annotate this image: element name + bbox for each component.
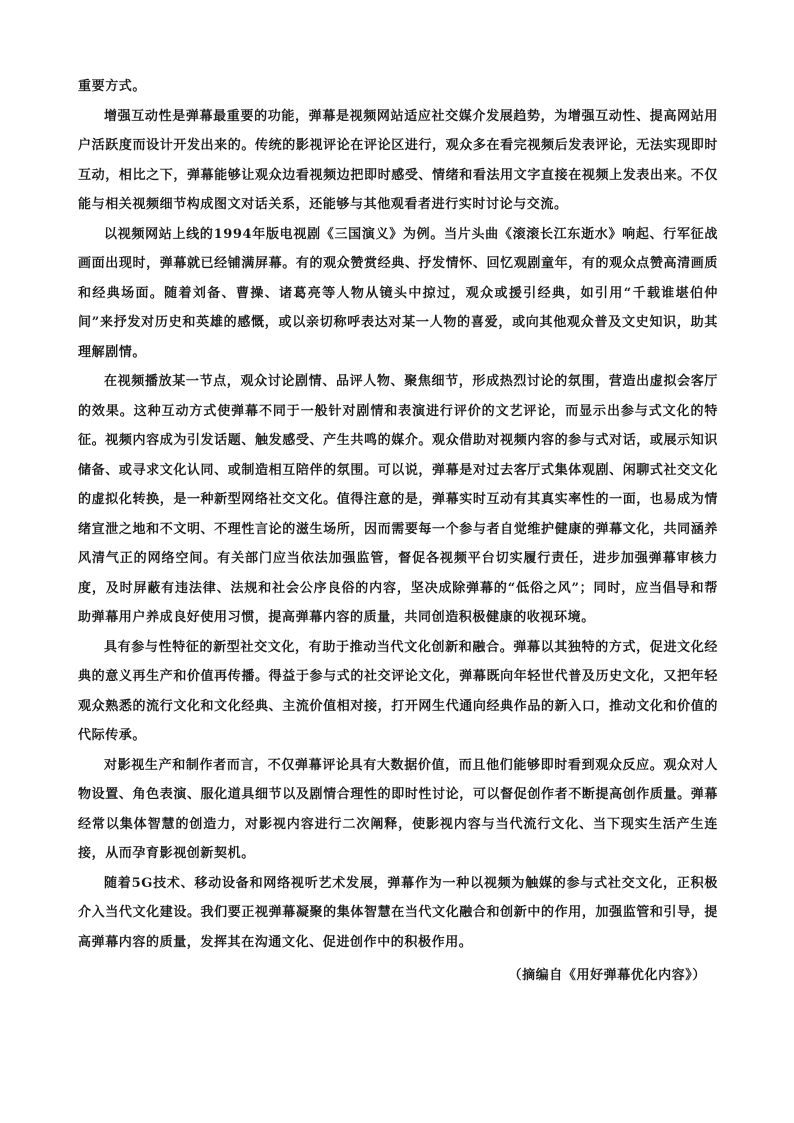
paragraph-conclusion: 随着5G技术、移动设备和网络视听艺术发展，弹幕作为一种以视频为触媒的参与式社交文化，正积极介入当代文化建设。我们要正视弹幕凝聚的集体智慧在当代文化融合和创新中的作用，加强监管和引导，提高弹幕内容的质量，发挥其在沟通文化、促进创作中的积极作用。 (78, 875, 718, 950)
paragraph-continuation: 重要方式。 (78, 79, 147, 94)
source-citation: （摘编自《用好弹幕优化内容》） (508, 968, 706, 983)
paragraph-production-value: 对影视生产和制作者而言，不仅弹幕评论具有大数据价值，而且他们能够即时看到观众反应。观众对人物设置、角色表演、服化道具细节以及剧情合理性的即时性讨论，可以督促创作者不断提高创作质量。弹幕经常以集体智慧的创造力，对影视内容进行二次阐释，使影视内容与当代流行文化、当下现实生活产生连接，从而孕育影视创新契机。 (78, 757, 718, 861)
document-page (78, 72, 718, 990)
paragraph-interactivity: 增强互动性是弹幕最重要的功能，弹幕是视频网站适应社交媒介发展趋势，为增强互动性、提高网站用户活跃度而设计开发出来的。传统的影视评论在评论区进行，观众多在看完视频后发表评论，无法实现即时互动，相比之下，弹幕能够让观众边看视频边把即时感受、情绪和看法用文字直接在视频上发表出来。不仅能与相关视频细节构成图文对话关系，还能够与其他观看者进行实时讨论与交流。 (78, 108, 718, 212)
paragraph-participatory-culture: 在视频播放某一节点，观众讨论剧情、品评人物、聚焦细节，形成热烈讨论的氛围，营造出虚拟会客厅的效果。这种互动方式使弹幕不同于一般针对剧情和表演进行评价的文艺评论，而显示出参与式文化的特征。视频内容成为引发话题、触发感受、产生共鸣的媒介。观众借助对视频内容的参与式对话，或展示知识储备、或寻求文化认同、或制造相互陪伴的氛围。可以说，弹幕是对过去客厅式集体观剧、闲聊式社交文化的虚拟化转换，是一种新型网络社交文化。值得注意的是，弹幕实时互动有其真实率性的一面，也易成为情绪宣泄之地和不文明、不理性言论的滋生场所，因而需要每一个参与者自觉维护健康的弹幕文化，共同涵养风清气正的网络空间。有关部门应当依法加强监管，督促各视频平台切实履行责任，进步加强弹幕审核力度，及时屏蔽有违法律、法规和社会公序良俗的内容，坚决成除弹幕的“低俗之风”；同时，应当倡导和帮助弹幕用户养成良好使用习惯，提高弹幕内容的质量，共同创造积极健康的收视环境。 (78, 374, 718, 625)
paragraph-three-kingdoms-example: 以视频网站上线的1994年版电视剧《三国演义》为例。当片头曲《滚滚长江东逝水》响起、行军征战画面出现时，弹幕就已经铺满屏幕。有的观众赞赏经典、抒发情怀、回忆观剧童年，有的观众点赞高清画质和经典场面。随着刘备、曹操、诸葛亮等人物从镜头中掠过，观众或援引经典，如引用“千载谁堪伯仲间”来抒发对历史和英雄的感慨，或以亲切称呼表达对某一人物的喜爱，或向其他观众普及文史知识，助其理解剧情。 (78, 226, 718, 360)
paragraph-cultural-innovation: 具有参与性特征的新型社交文化，有助于推动当代文化创新和融合。弹幕以其独特的方式，促进文化经典的意义再生产和价值再传播。得益于参与式的社交评论文化，弹幕既向年轻世代普及历史文化，又把年轻观众熟悉的流行文化和文化经典、主流价值相对接，打开网生代通向经典作品的新入口，推动文化和价值的代际传承。 (78, 639, 718, 743)
